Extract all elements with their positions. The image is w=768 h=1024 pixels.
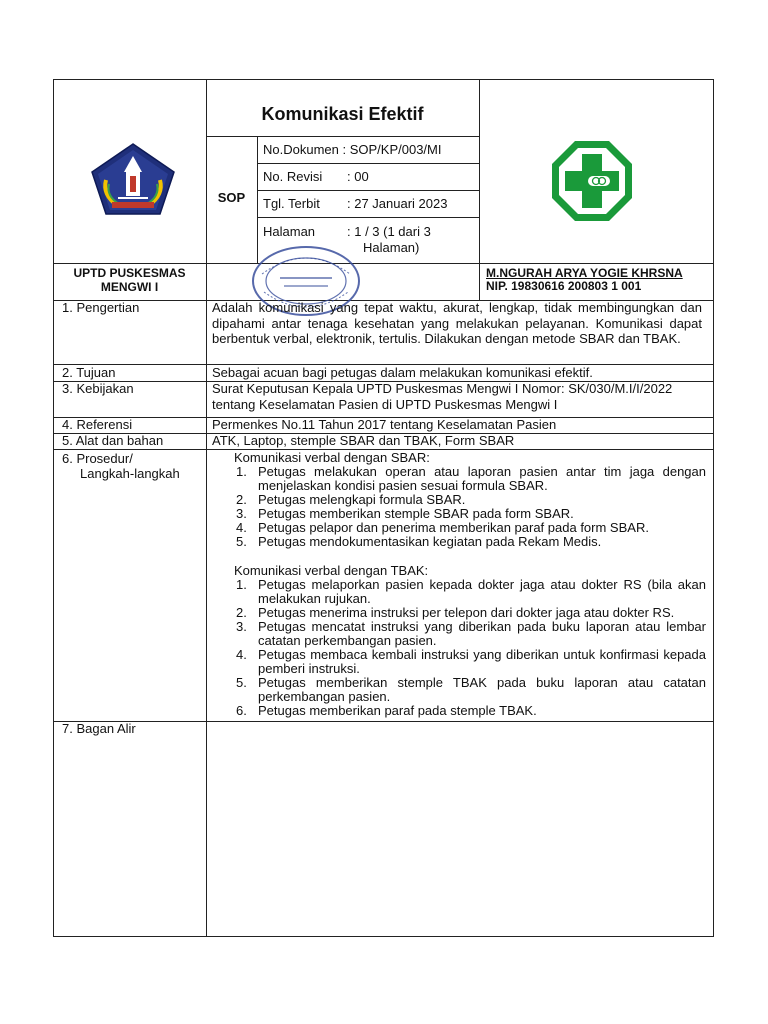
meta-value: : 00 bbox=[347, 169, 369, 184]
section-label-prosedur bbox=[62, 451, 180, 481]
grid-line bbox=[53, 721, 714, 722]
meta-document-number bbox=[263, 142, 475, 157]
step-text: Petugas melakukan operan atau laporan pasien antar tim jaga dengan menjelaskan kondisi pasien sesuai formula SBAR. bbox=[258, 464, 706, 493]
grid-line bbox=[479, 79, 480, 300]
section-label-kebijakan: 3. Kebijakan bbox=[62, 381, 134, 396]
list-item bbox=[234, 676, 706, 704]
list-item bbox=[234, 620, 706, 648]
list-item bbox=[234, 507, 706, 521]
prosedur-label-line2: Langkah-langkah bbox=[80, 466, 180, 481]
step-number: 6. bbox=[236, 703, 247, 718]
section-text-referensi: Permenkes No.11 Tahun 2017 tentang Keselamatan Pasien bbox=[212, 417, 557, 432]
list-item bbox=[234, 704, 706, 718]
sop-label: SOP bbox=[217, 190, 246, 205]
list-item bbox=[234, 578, 706, 606]
tbak-steps bbox=[234, 578, 706, 718]
meta-page-cont: Halaman) bbox=[363, 240, 420, 255]
section-label-alat: 5. Alat dan bahan bbox=[62, 433, 164, 448]
procedure-body bbox=[234, 451, 706, 718]
list-item bbox=[234, 493, 706, 507]
section-label-bagan: 7. Bagan Alir bbox=[62, 721, 136, 736]
sbar-heading: Komunikasi verbal dengan SBAR: bbox=[234, 450, 430, 465]
sbar-steps bbox=[234, 465, 706, 549]
regency-emblem-logo bbox=[88, 140, 178, 220]
step-text: Petugas melengkapi formula SBAR. bbox=[258, 492, 466, 507]
document-title: Komunikasi Efektif bbox=[261, 104, 424, 124]
step-number: 2. bbox=[236, 492, 247, 507]
step-number: 4. bbox=[236, 647, 247, 662]
step-text: Petugas pelapor dan penerima memberikan paraf pada form SBAR. bbox=[258, 520, 649, 535]
step-number: 3. bbox=[236, 619, 247, 634]
step-number: 4. bbox=[236, 520, 247, 535]
grid-line bbox=[206, 79, 207, 937]
list-item bbox=[234, 465, 706, 493]
grid-line bbox=[257, 163, 479, 164]
step-text: Petugas membaca kembali instruksi yang diberikan untuk konfirmasi kepada pemberi instruksi. bbox=[258, 647, 706, 676]
step-number: 1. bbox=[236, 577, 247, 592]
grid-line bbox=[257, 217, 479, 218]
list-item bbox=[234, 535, 706, 549]
prosedur-label-line1: 6. Prosedur/ bbox=[62, 451, 133, 466]
meta-label: No.Dokumen bbox=[263, 142, 339, 157]
meta-revision bbox=[263, 169, 475, 184]
step-text: Petugas mendokumentasikan kegiatan pada Rekam Medis. bbox=[258, 534, 602, 549]
section-label-referensi: 4. Referensi bbox=[62, 417, 133, 432]
step-text: Petugas memberikan stemple TBAK pada buku laporan atau catatan perkembangan pasien. bbox=[258, 675, 706, 704]
list-item bbox=[234, 521, 706, 535]
step-number: 1. bbox=[236, 464, 247, 479]
meta-issue-date bbox=[263, 196, 475, 211]
meta-value: : 1 / 3 (1 dari 3 bbox=[347, 224, 431, 239]
puskesmas-logo bbox=[551, 140, 633, 222]
meta-label: Tgl. Terbit bbox=[263, 196, 320, 211]
grid-line bbox=[257, 190, 479, 191]
org-name bbox=[53, 266, 206, 294]
section-label-tujuan: 2. Tujuan bbox=[62, 365, 116, 380]
step-text: Petugas mencatat instruksi yang diberikan pada buku laporan atau lembar catatan perkembangan pasien. bbox=[258, 619, 706, 648]
meta-label: No. Revisi bbox=[263, 169, 323, 184]
grid-line bbox=[206, 136, 479, 137]
section-label-pengertian: 1. Pengertian bbox=[62, 300, 140, 315]
list-item bbox=[234, 648, 706, 676]
step-text: Petugas memberikan paraf pada stemple TBAK. bbox=[258, 703, 537, 718]
list-item bbox=[234, 606, 706, 620]
section-text-tujuan: Sebagai acuan bagi petugas dalam melakukan komunikasi efektif. bbox=[212, 365, 593, 380]
signer-block bbox=[486, 267, 712, 293]
signer-name: M.NGURAH ARYA YOGIE KHRSNA bbox=[486, 266, 683, 280]
step-number: 3. bbox=[236, 506, 247, 521]
signer-nip: NIP. 19830616 200803 1 001 bbox=[486, 279, 642, 293]
step-text: Petugas menerima instruksi per telepon dari dokter jaga atau dokter RS. bbox=[258, 605, 675, 620]
meta-label: Halaman bbox=[263, 224, 316, 239]
meta-value: : SOP/KP/003/MI bbox=[342, 142, 442, 157]
org-name-line1: UPTD PUSKESMAS bbox=[73, 266, 186, 280]
step-number: 5. bbox=[236, 534, 247, 549]
tbak-heading: Komunikasi verbal dengan TBAK: bbox=[234, 563, 429, 578]
step-text: Petugas melaporkan pasien kepada dokter jaga atau dokter RS (bila akan melakukan rujukan. bbox=[258, 577, 706, 606]
step-number: 2. bbox=[236, 605, 247, 620]
meta-value: : 27 Januari 2023 bbox=[347, 196, 448, 211]
meta-page bbox=[263, 224, 475, 239]
step-text: Petugas memberikan stemple SBAR pada form SBAR. bbox=[258, 506, 574, 521]
section-text-pengertian: Adalah komunikasi yang tepat waktu, akurat, lengkap, tidak membingungkan dan dipahami antar tenaga kesehatan yang melakukan pelayanan. Komunikasi dapat berbentuk verbal, elektronik, tertulis. Dilakukan dengan metode SBAR dan TBAK. bbox=[212, 300, 702, 346]
step-number: 5. bbox=[236, 675, 247, 690]
org-name-line2: MENGWI I bbox=[100, 280, 159, 294]
section-text-kebijakan: Surat Keputusan Kepala UPTD Puskesmas Mengwi I Nomor: SK/030/M.I/I/2022 tentang Keselamatan Pasien di UPTD Puskesmas Mengwi I bbox=[212, 381, 673, 412]
grid-line bbox=[53, 263, 714, 264]
section-text-alat: ATK, Laptop, stemple SBAR dan TBAK, Form SBAR bbox=[212, 433, 515, 448]
